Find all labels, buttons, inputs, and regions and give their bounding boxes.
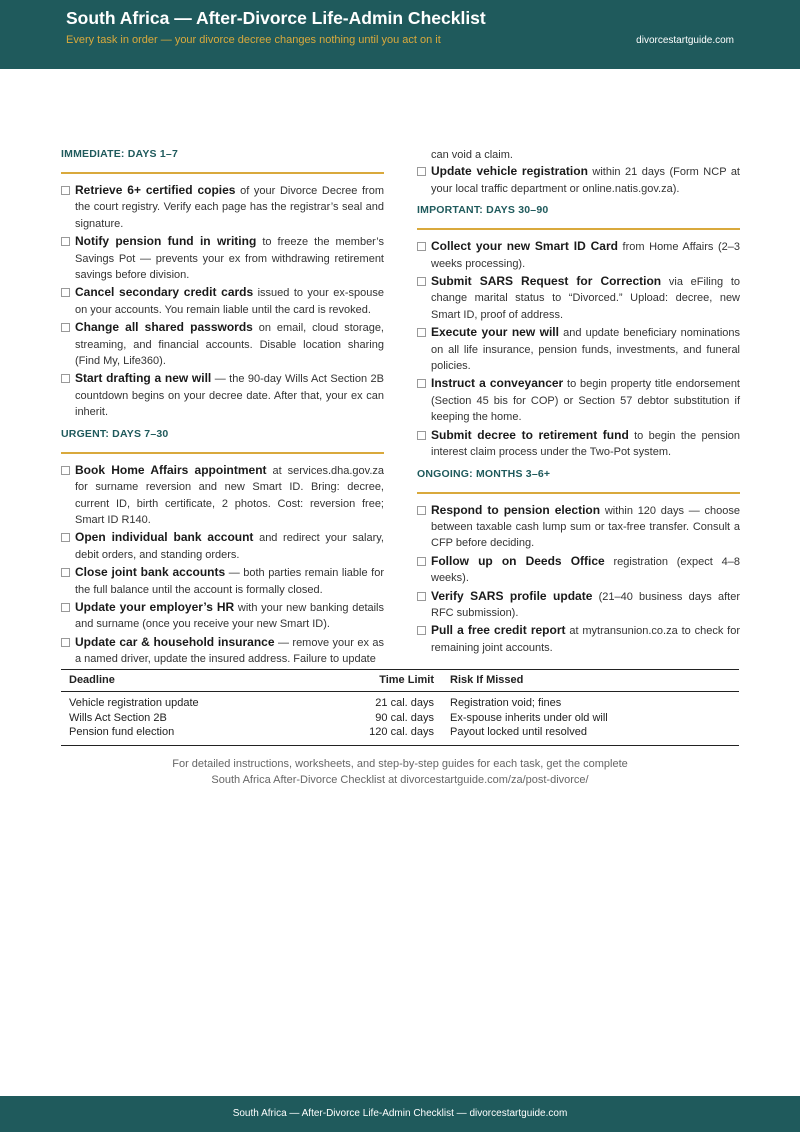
checkbox[interactable]: [61, 533, 70, 542]
item-description: issued to your ex-spouse on your accounts. You remain liable until the card is revoked.: [75, 287, 384, 316]
table-row: [61, 725, 739, 745]
cell-time-limit: 90 cal. days: [375, 711, 434, 724]
item-description: to freeze the member’s Savings Pot — prevents your ex from withdrawing retirement savings before division.: [75, 236, 384, 282]
footer-note: [0, 757, 800, 788]
item-label: Execute your new will: [431, 325, 559, 340]
item-description: to begin the pension interest claim process under the Two-Pot system.: [431, 429, 740, 459]
section-title: ONGOING: MONTHS 3–6+: [417, 467, 551, 480]
item-label: Change all shared passwords: [75, 320, 253, 335]
item-label: Start drafting a new will: [75, 371, 212, 386]
section-ongoing: [417, 467, 740, 657]
checklist-item: [61, 182, 384, 232]
footer-note-link[interactable]: South Africa After-Divorce Checklist at divorcestartguide.com/za/post-divorce/: [211, 773, 589, 786]
checkbox[interactable]: [417, 557, 426, 566]
checklist-item: [61, 462, 384, 529]
checkbox[interactable]: [61, 568, 70, 577]
checkbox[interactable]: [417, 592, 426, 601]
item-label: Submit SARS Request for Correction: [431, 274, 662, 289]
item-description: of your Divorce Decree from the court registry. Verify each page has the registrar’s seal and signature.: [75, 185, 384, 230]
checklist-item: [61, 634, 384, 668]
item-description: at mytransunion.co.za to check for remaining joint accounts.: [431, 625, 740, 654]
item-description: from Home Affairs (2–3 weeks processing).: [431, 241, 740, 270]
section-divider: [417, 492, 740, 494]
checkbox[interactable]: [417, 379, 426, 388]
section-divider: [61, 172, 384, 174]
checkbox[interactable]: [61, 237, 70, 246]
checklist-item: [417, 622, 740, 656]
section-title: IMMEDIATE: DAYS 1–7: [61, 148, 178, 160]
table-header-row: [61, 670, 739, 692]
item-label: Retrieve 6+ certified copies: [75, 183, 236, 197]
header-site-link[interactable]: divorcestartguide.com: [636, 35, 734, 46]
item-description: — both parties remain liable for the full balance until the account is formally closed.: [75, 567, 384, 596]
column-header-deadline: Deadline: [61, 670, 361, 692]
item-description: on email, cloud storage, streaming, and financial accounts. Disable location sharing (Find My, Life360).: [75, 322, 384, 368]
deadlines-table: [61, 669, 739, 746]
item-continuation: can void a claim.: [431, 149, 513, 161]
item-label: Open individual bank account: [75, 530, 254, 545]
cell-deadline: Pension fund election: [61, 725, 361, 745]
checkbox[interactable]: [61, 603, 70, 612]
item-label: Pull a free credit report: [431, 623, 566, 638]
item-description: (21–40 business days after RFC submission).: [431, 590, 740, 619]
table-row: [61, 692, 739, 711]
item-description: — remove your ex as a named driver, update the insured address. Failure to update: [75, 636, 385, 666]
cell-risk: Registration void; fines: [450, 697, 562, 709]
item-label: Verify SARS profile update: [431, 588, 593, 603]
checkbox[interactable]: [61, 288, 70, 297]
item-description: to begin property title endorsement (Section 45 bis for COP) or Section 57 debtor substitution if keeping the home.: [431, 378, 740, 424]
item-label: Close joint bank accounts: [75, 565, 226, 580]
left-column: [61, 147, 384, 674]
item-description: — the 90-day Wills Act Section 2B countdown begins on your decree date. After that, your ex can inherit.: [75, 373, 384, 419]
cell-risk: Payout locked until resolved: [442, 725, 739, 745]
cell-deadline: Wills Act Section 2B: [69, 711, 167, 724]
item-description: with your new banking details and surname (once you receive your new Smart ID).: [75, 601, 384, 631]
section-title: URGENT: DAYS 7–30: [61, 427, 169, 440]
item-label: Update car & household insurance: [75, 634, 275, 649]
column-header-time-limit: Time Limit: [361, 670, 442, 692]
checkbox[interactable]: [61, 186, 70, 195]
footer-text: South Africa — After-Divorce Life-Admin Checklist — divorcestartguide.com: [232, 1108, 568, 1119]
checkbox[interactable]: [417, 277, 426, 286]
checkbox[interactable]: [61, 374, 70, 383]
checklist-item: [417, 324, 740, 374]
item-description: via eFiling to change marital status to “Divorced.” Upload: decree, new Smart ID, proof of address.: [431, 276, 741, 321]
checklist-item: [417, 163, 740, 197]
checklist-item: [417, 553, 740, 587]
checkbox[interactable]: [417, 431, 426, 440]
cell-risk: Ex-spouse inherits under old will: [450, 711, 608, 724]
right-column: [417, 147, 740, 662]
checklist-item: [417, 238, 740, 272]
section-urgent: [61, 427, 384, 668]
section-divider: [417, 228, 740, 230]
item-description: and redirect your salary, debit orders, and standing orders.: [75, 532, 384, 561]
item-label: Notify pension fund in writing: [75, 234, 257, 249]
item-label: Submit decree to retirement fund: [431, 427, 629, 442]
cell-time-limit: 120 cal. days: [361, 725, 442, 745]
column-header-risk: Risk If Missed: [442, 670, 739, 692]
checklist-item: [61, 319, 384, 369]
page-title: South Africa — After-Divorce Life-Admin Checklist: [66, 8, 486, 28]
footer-note-line: For detailed instructions, worksheets, and step-by-step guides for each task, get the complete: [172, 758, 628, 770]
checklist-item: [417, 502, 740, 552]
checklist-item: [61, 599, 384, 633]
cell-time-limit: 21 cal. days: [375, 697, 434, 709]
checkbox[interactable]: [417, 626, 426, 635]
item-label: Instruct a conveyancer: [431, 376, 564, 391]
checklist-item: [61, 233, 384, 283]
item-label: Cancel secondary credit cards: [75, 285, 254, 300]
checkbox[interactable]: [417, 506, 426, 515]
section-urgent-continued: [417, 147, 740, 197]
item-label: Book Home Affairs appointment: [75, 462, 267, 477]
item-description: at services.dha.gov.za for surname reversion and new Smart ID. Bring: decree, current ID, birth certificate, 2 photos. Cost: reversion free; Smart ID R140.: [75, 464, 384, 526]
section-immediate: [61, 147, 384, 421]
checklist-item: [417, 375, 740, 425]
checkbox[interactable]: [417, 328, 426, 337]
table-row: [61, 711, 739, 726]
item-label: Update vehicle registration: [431, 164, 588, 179]
item-description: within 21 days (Form NCP at your local traffic department or online.natis.gov.za).: [431, 166, 740, 195]
item-description: and update beneficiary nominations on all life insurance, pension funds, investments, and funeral policies.: [431, 327, 740, 373]
checkbox[interactable]: [417, 242, 426, 251]
checklist-item: [417, 427, 740, 461]
checklist-item: [61, 564, 384, 598]
page-header: [0, 0, 800, 69]
item-description: registration (expect 4–8 weeks).: [431, 555, 740, 585]
cell-deadline: Vehicle registration update: [69, 697, 199, 709]
checklist-item: [61, 284, 384, 318]
section-divider: [61, 452, 384, 454]
checkbox[interactable]: [417, 167, 426, 176]
checkbox[interactable]: [61, 638, 70, 647]
section-important: [417, 203, 740, 460]
item-description: within 120 days — choose between taxable cash lump sum or tax-free transfer. Consult a CFP before deciding.: [431, 504, 740, 550]
item-label: Respond to pension election: [431, 502, 601, 517]
checklist-item: [417, 273, 740, 323]
item-label: Collect your new Smart ID Card: [431, 239, 618, 254]
item-label: Follow up on Deeds Office: [431, 553, 605, 568]
section-title: IMPORTANT: DAYS 30–90: [417, 204, 549, 217]
item-label: Update your employer’s HR: [75, 599, 235, 614]
checkbox[interactable]: [61, 323, 70, 332]
page-subtitle: Every task in order — your divorce decree changes nothing until you act on it: [66, 34, 441, 46]
page-footer: [0, 1096, 800, 1132]
checklist-item: [417, 588, 740, 622]
checkbox[interactable]: [61, 466, 70, 475]
checklist-item: [61, 370, 384, 420]
checklist-item: [61, 529, 384, 563]
